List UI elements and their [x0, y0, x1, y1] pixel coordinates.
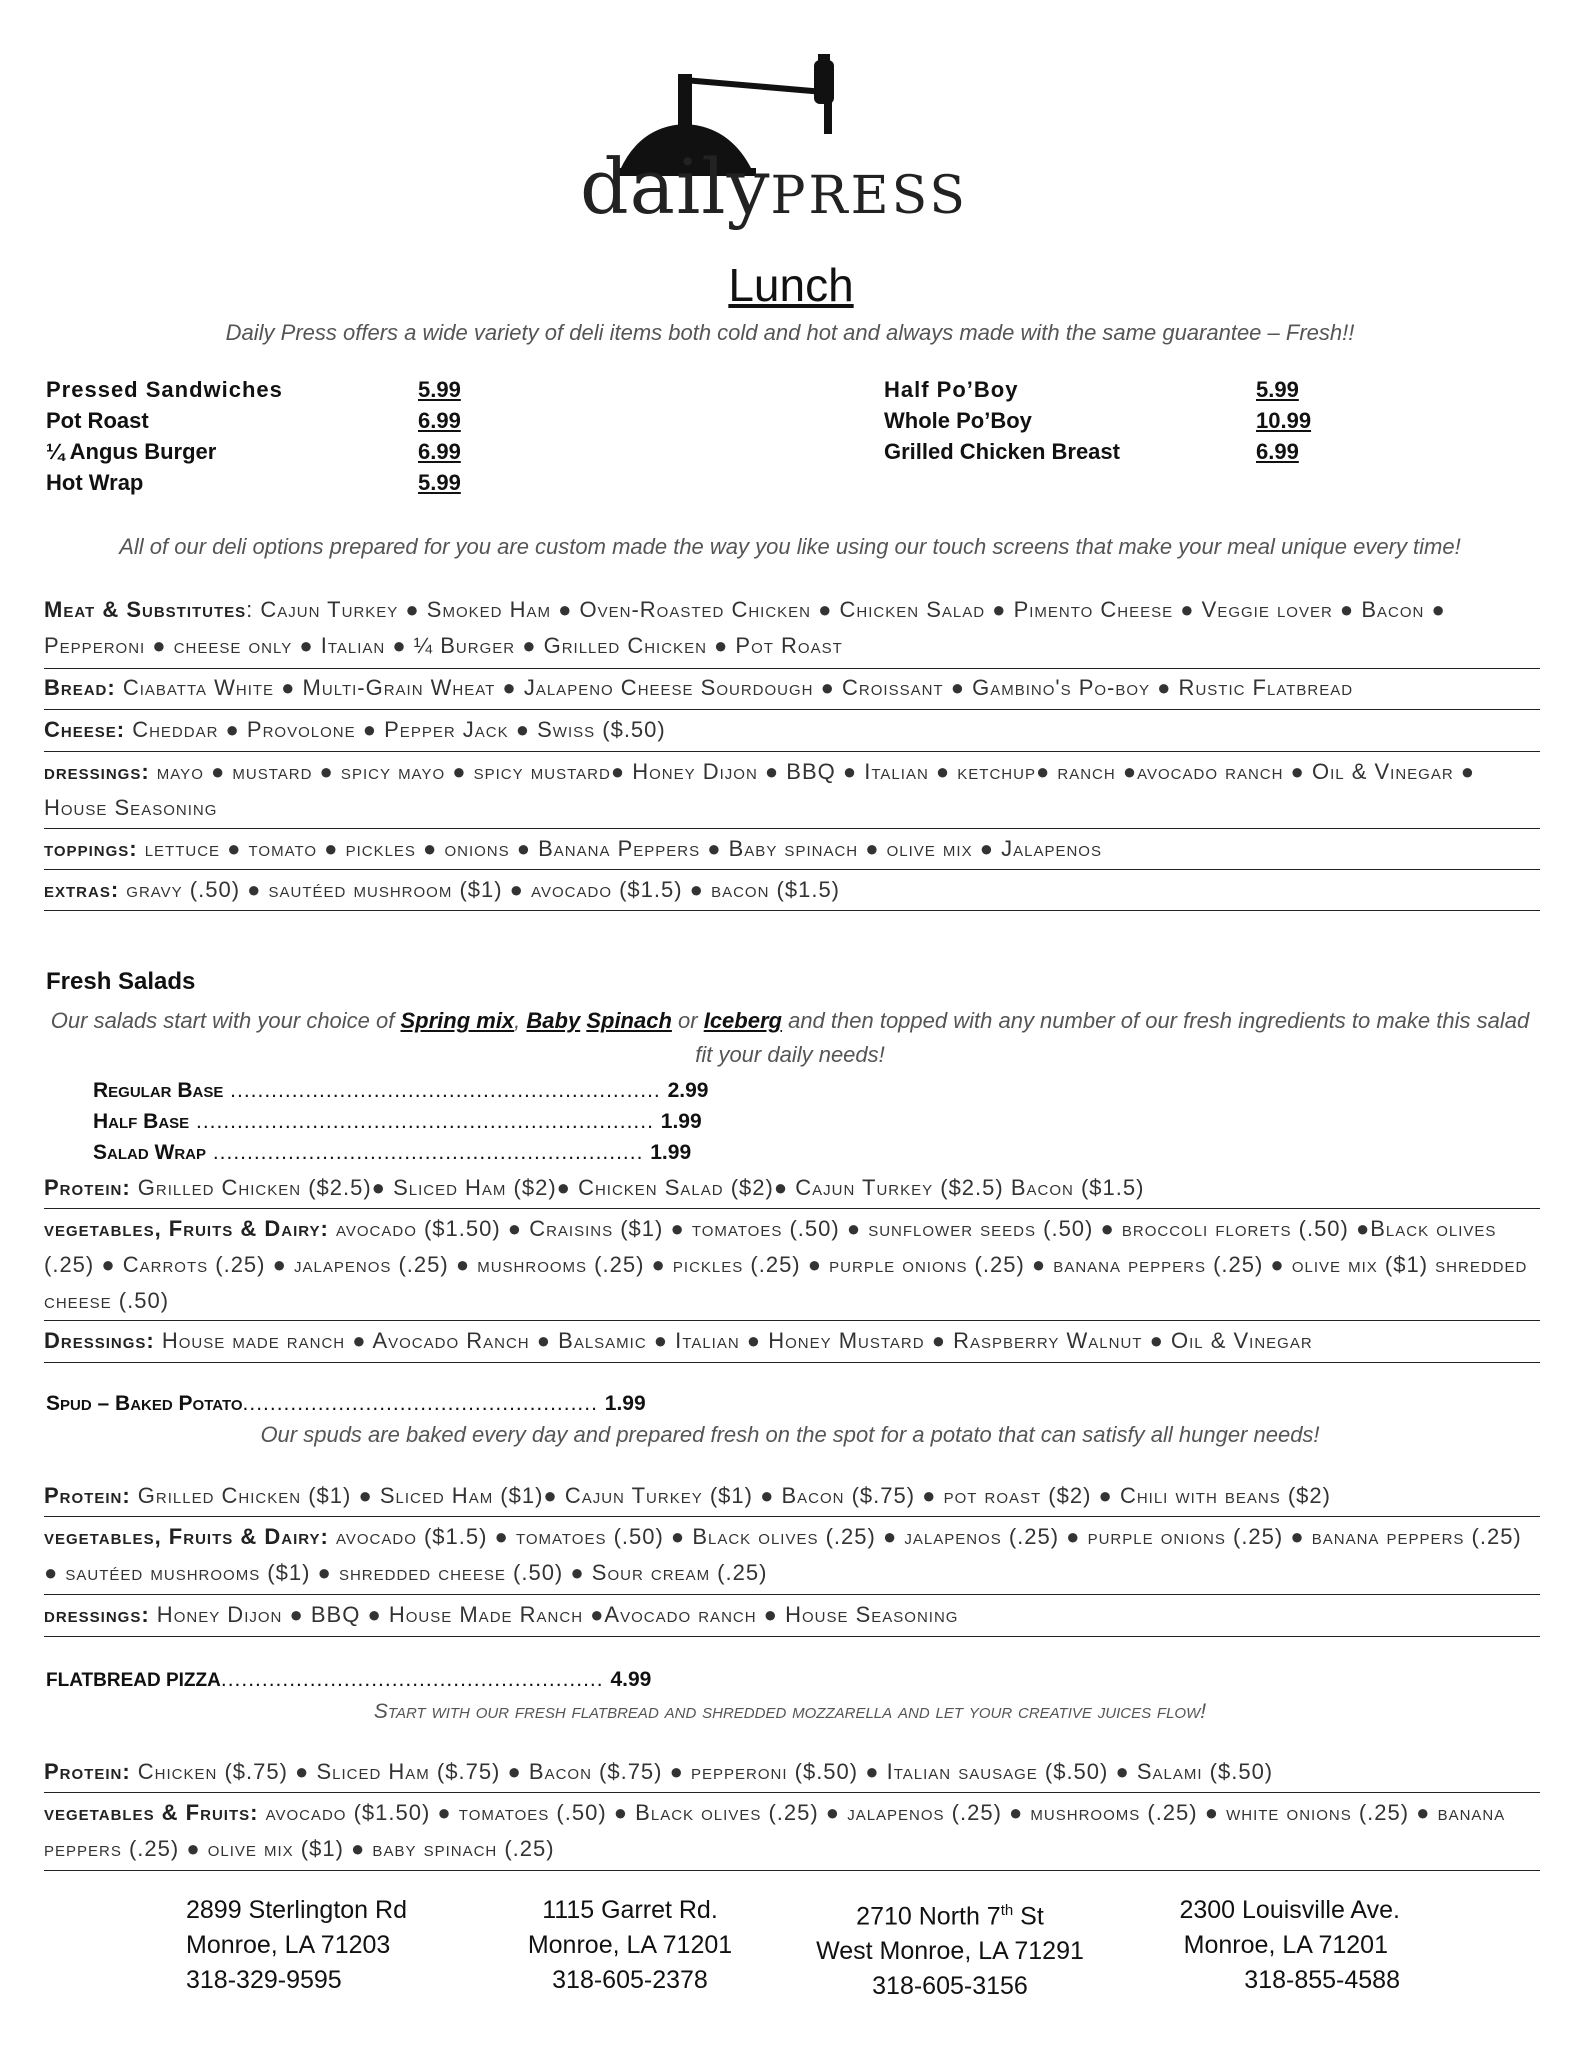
base-iceberg: Iceberg	[703, 1008, 782, 1033]
spud-note: Our spuds are baked every day and prepared fresh on the spot for a potato that can satisfy all hunger needs!	[260, 1422, 1320, 1447]
location-street: 2899 Sterlington Rd	[186, 1896, 407, 1924]
item-price: 6.99	[418, 408, 461, 433]
item-name: Grilled Chicken Breast	[884, 439, 1120, 464]
item-price: 5.99	[1256, 377, 1299, 402]
salads-intro	[40, 1004, 1540, 1072]
option-text: Honey Dijon ● BBQ ● House Made Ranch ●Avocado ranch ● House Seasoning	[149, 1602, 959, 1627]
brand-press: PRESS	[770, 166, 968, 226]
option-label: Protein:	[44, 1759, 131, 1784]
intro-text: Our salads start with your choice of	[50, 1008, 401, 1033]
option-text: lettuce ● tomato ● pickles ● onions ● Banana Peppers ● Baby spinach ● olive mix ● Jalapenos	[137, 836, 1102, 861]
location-louisville	[1160, 1893, 1400, 1998]
option-text: mayo ● mustard ● spicy mayo ● spicy mustard● Honey Dijon ● BBQ ● Italian ● ketchup● ranch ●avocado ranch ● Oil & Vinegar ● House Seasoning	[44, 759, 1476, 820]
option-label: Protein:	[44, 1175, 131, 1200]
option-text: Grilled Chicken ($2.5)● Sliced Ham ($2)● Chicken Salad ($2)● Cajun Turkey ($2.5) Bacon ($1.5)	[130, 1175, 1145, 1200]
deli-bread-options	[44, 670, 1540, 706]
option-text: Chicken ($.75) ● Sliced Ham ($.75) ● Bacon ($.75) ● pepperoni ($.50) ● Italian sausage ($.50) ● Salami ($.50)	[130, 1759, 1274, 1784]
location-north-7th	[800, 1893, 1100, 2004]
item-price: 6.99	[418, 439, 461, 464]
custom-note: All of our deli options prepared for you are custom made the way you like using our touch screens that make your meal unique every time!	[119, 534, 1461, 559]
divider	[44, 709, 1540, 710]
flatbread-item: FLATBREAD PIZZA........................................................ 4.99	[46, 1668, 652, 1691]
option-text: avocado ($1.5) ● tomatoes (.50) ● Black olives (.25) ● jalapenos (.25) ● purple onions (.25) ● banana peppers (.25) ● sautéed mushrooms ($1) ● shredded cheese (.50) ● Sour cream (.25)	[44, 1524, 1522, 1585]
location-phone: 318-855-4588	[1244, 1966, 1400, 1994]
location-garret	[512, 1893, 748, 1998]
option-text: : Cajun Turkey ● Smoked Ham ● Oven-Roasted Chicken ● Chicken Salad ● Pimento Cheese ● Veggie lover ● Bacon ● Pepperoni ● cheese only ● Italian ● ¼ Burger ● Grilled Chicken ● Pot Roast	[44, 597, 1446, 658]
location-street: 2300 Louisville Ave.	[1179, 1896, 1400, 1924]
location-phone: 318-605-2378	[552, 1966, 708, 1994]
separator: ,	[514, 1008, 527, 1033]
divider	[44, 869, 1540, 870]
option-text: avocado ($1.50) ● Craisins ($1) ● tomatoes (.50) ● sunflower seeds (.50) ● broccoli florets (.50) ●Black olives (.25) ● Carrots (.25) ● jalapenos (.25) ● mushrooms (.25) ● pickles (.25) ● purple onions (.25) ● banana peppers (.25) ● olive mix ($1) shredded cheese (.50)	[44, 1216, 1528, 1313]
salad-veg-options	[44, 1211, 1540, 1319]
item-price: 1.99	[604, 1392, 646, 1415]
divider	[44, 1870, 1540, 1871]
item-price: 6.99	[1256, 439, 1299, 464]
option-label: dressings:	[44, 759, 150, 784]
divider	[44, 1516, 1540, 1517]
street-suffix: th	[1000, 1902, 1014, 1919]
spud-protein-options	[44, 1478, 1540, 1514]
divider	[44, 828, 1540, 829]
list-item	[884, 436, 1299, 467]
item-name: ¼ Angus Burger	[46, 439, 217, 464]
divider	[44, 668, 1540, 669]
location-city: Monroe, LA 71201	[527, 1931, 733, 1959]
location-phone: 318-329-9595	[186, 1966, 342, 1994]
list-item	[884, 405, 1312, 436]
option-label: dressings:	[44, 1602, 150, 1627]
item-price: 4.99	[610, 1668, 652, 1691]
option-text: avocado ($1.50) ● tomatoes (.50) ● Black olives (.25) ● jalapenos (.25) ● mushrooms (.25) ● white onions (.25) ● banana peppers (.25) ● olive mix ($1) ● baby spinach (.25)	[44, 1800, 1506, 1861]
spud-dressing-options	[44, 1597, 1540, 1633]
brand-daily: daily	[580, 142, 771, 231]
location-sterlington	[186, 1893, 407, 1998]
page-title: Lunch	[728, 259, 854, 311]
item-name: Pressed Sandwiches	[46, 377, 283, 402]
option-label: Dressings:	[44, 1328, 155, 1353]
sandwich-list-right	[884, 374, 1312, 467]
item-name: Half Po’Boy	[884, 377, 1019, 402]
item-price: 5.99	[418, 377, 461, 402]
list-item: Salad Wrap ............................................................... 1.99	[93, 1141, 692, 1164]
flatbread-note: Start with our fresh flatbread and shredded mozzarella and let your creative juices flow!	[373, 1700, 1207, 1723]
option-text: House made ranch ● Avocado Ranch ● Balsamic ● Italian ● Honey Mustard ● Raspberry Walnut ● Oil & Vinegar	[154, 1328, 1313, 1353]
list-item: Regular Base ............................................................... 2.99	[93, 1079, 709, 1102]
option-text: Grilled Chicken ($1) ● Sliced Ham ($1)● Cajun Turkey ($1) ● Bacon ($.75) ● pot roast ($2) ● Chili with beans ($2)	[130, 1483, 1331, 1508]
intro-text: and then topped with any number of our fresh ingredients to make this salad fit your daily needs!	[695, 1008, 1530, 1067]
option-text: Ciabatta White ● Multi-Grain Wheat ● Jalapeno Cheese Sourdough ● Croissant ● Gambino's Po-boy ● Rustic Flatbread	[115, 675, 1354, 700]
item-price: 2.99	[667, 1079, 709, 1102]
item-name: Pot Roast	[46, 408, 149, 433]
option-label: vegetables, Fruits & Dairy:	[44, 1524, 329, 1549]
street-part: 2710 North 7	[856, 1902, 1001, 1931]
divider	[44, 1208, 1540, 1209]
item-name: Half Base	[93, 1110, 190, 1133]
item-price: 1.99	[650, 1141, 692, 1164]
divider	[44, 1320, 1540, 1321]
option-text: gravy (.50) ● sautéed mushroom ($1) ● avocado ($1.5) ● bacon ($1.5)	[119, 877, 841, 902]
location-street: 1115 Garret Rd.	[542, 1896, 718, 1924]
item-name: Hot Wrap	[46, 470, 144, 495]
page-subtitle: Daily Press offers a wide variety of deli items both cold and hot and always made with the same guarantee – Fresh!!	[225, 320, 1355, 345]
deli-extra-options	[44, 872, 1540, 908]
spud-veg-options	[44, 1519, 1540, 1591]
deli-cheese-options	[44, 712, 1540, 748]
option-label: Cheese:	[44, 717, 126, 742]
logo	[580, 52, 1020, 242]
item-name: FLATBREAD PIZZA	[46, 1670, 221, 1691]
base-spinach: Spinach	[586, 1008, 672, 1033]
salad-dressing-options	[44, 1323, 1540, 1359]
option-label: Bread:	[44, 675, 116, 700]
location-city: Monroe, LA 71203	[186, 1931, 391, 1959]
location-phone: 318-605-3156	[872, 1972, 1028, 2001]
divider	[44, 1594, 1540, 1595]
location-city: Monroe, LA 71201	[1183, 1931, 1388, 1959]
sandwich-list-left	[46, 374, 461, 498]
list-item	[884, 374, 1299, 405]
list-item	[46, 374, 461, 405]
item-name: Spud – Baked Potato	[46, 1392, 243, 1415]
list-item	[46, 467, 461, 498]
salad-base-list	[93, 1075, 708, 1168]
divider	[44, 751, 1540, 752]
spud-item: Spud – Baked Potato.................................................... 1.99	[46, 1392, 646, 1415]
item-name: Regular Base	[93, 1079, 224, 1102]
deli-meat-options	[44, 592, 1540, 664]
flatbread-protein-options	[44, 1754, 1540, 1790]
divider	[44, 1362, 1540, 1363]
option-label: vegetables, Fruits & Dairy:	[44, 1216, 329, 1241]
brand-wordmark	[580, 142, 968, 231]
item-name: Salad Wrap	[93, 1141, 206, 1164]
item-price: 5.99	[418, 470, 461, 495]
option-label: toppings:	[44, 836, 138, 861]
option-label: Meat & Substitutes	[44, 597, 247, 622]
salad-protein-options	[44, 1170, 1540, 1206]
location-city: West Monroe, LA 71291	[816, 1937, 1084, 1966]
divider	[44, 1636, 1540, 1637]
list-item: Half Base ................................................................... 1.99	[93, 1110, 702, 1133]
street-part: St	[1013, 1902, 1044, 1931]
base-spring-mix: Spring mix	[400, 1008, 515, 1033]
option-label: extras:	[44, 877, 120, 902]
base-baby: Baby	[526, 1008, 581, 1033]
option-text: Cheddar ● Provolone ● Pepper Jack ● Swiss ($.50)	[125, 717, 666, 742]
location-street	[800, 1893, 1100, 1934]
separator: or	[671, 1008, 704, 1033]
option-label: Protein:	[44, 1483, 131, 1508]
divider	[44, 1792, 1540, 1793]
divider	[44, 910, 1540, 911]
deli-dressing-options	[44, 754, 1540, 826]
item-name: Whole Po’Boy	[884, 408, 1032, 433]
list-item	[46, 405, 461, 436]
item-price: 1.99	[660, 1110, 702, 1133]
deli-topping-options	[44, 831, 1540, 867]
item-price: 10.99	[1256, 408, 1312, 433]
option-label: vegetables & Fruits:	[44, 1800, 259, 1825]
salads-heading: Fresh Salads	[46, 968, 196, 995]
flatbread-veg-options	[44, 1795, 1540, 1867]
list-item	[46, 436, 461, 467]
